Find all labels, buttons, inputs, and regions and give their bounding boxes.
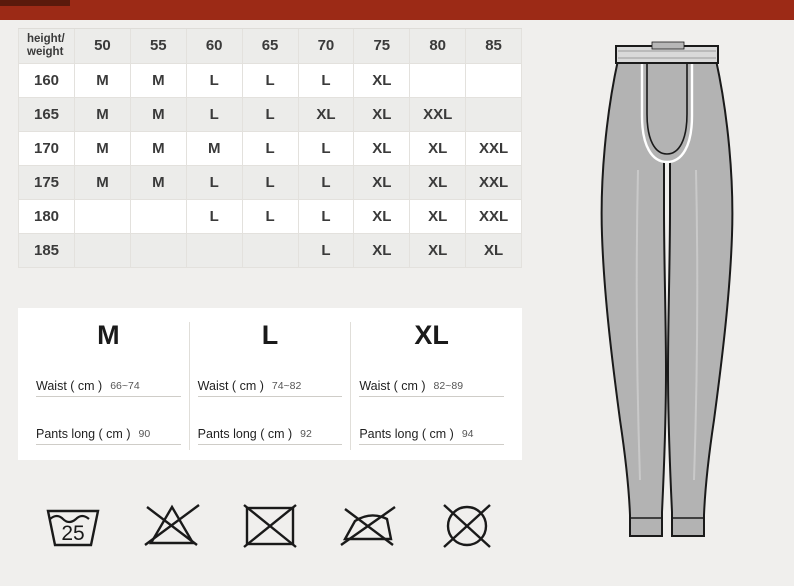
care-icon-do-not-dry-clean (430, 495, 504, 557)
weight-header-cell: 50 (75, 29, 131, 63)
size-cell (130, 199, 186, 233)
size-cell: L (298, 63, 354, 97)
pants-long-row (36, 415, 181, 445)
row-height-cell: 170 (19, 131, 75, 165)
size-cell: M (186, 131, 242, 165)
table-header-row (19, 29, 522, 63)
size-cell: L (298, 233, 354, 267)
size-cell (130, 233, 186, 267)
top-accent-bar-tab (0, 0, 70, 6)
size-cell: L (242, 63, 298, 97)
pants-long-row (359, 415, 504, 445)
care-icon-do-not-bleach (135, 495, 209, 557)
weight-header-cell: 85 (466, 29, 522, 63)
waist-label: Waist ( cm ) (36, 379, 103, 393)
size-cell (410, 63, 466, 97)
care-icon-do-not-iron (331, 495, 405, 557)
size-cell: L (242, 165, 298, 199)
size-chart-table (18, 29, 522, 268)
waist-label: Waist ( cm ) (359, 379, 426, 393)
size-cell (75, 233, 131, 267)
table-corner-header (19, 29, 75, 63)
care-icon-do-not-tumble-dry (233, 495, 307, 557)
row-height-cell: 185 (19, 233, 75, 267)
pants-long-value: 90 (138, 428, 151, 440)
table-row (19, 165, 522, 199)
waist-row (198, 367, 343, 397)
wash-temperature-value: 25 (61, 522, 85, 545)
product-image-column (540, 20, 794, 566)
size-cell: L (186, 199, 242, 233)
waist-value: 74~82 (271, 380, 302, 392)
size-cell (466, 97, 522, 131)
corner-label-weight: weight (27, 45, 64, 58)
size-cell: XL (354, 131, 410, 165)
measurement-size-label: XL (414, 320, 449, 350)
size-cell: XXL (466, 165, 522, 199)
corner-label-height: height/ (27, 32, 65, 45)
size-cell: M (75, 63, 131, 97)
care-icon-wash-25 (36, 495, 110, 557)
measurement-size-label: M (97, 320, 120, 350)
size-cell: L (298, 199, 354, 233)
size-cell: XL (298, 97, 354, 131)
size-cell: L (298, 165, 354, 199)
size-cell: M (130, 165, 186, 199)
size-cell: M (130, 97, 186, 131)
row-height-cell: 165 (19, 97, 75, 131)
size-cell: L (298, 131, 354, 165)
size-chart-panel (18, 28, 522, 268)
size-cell: L (242, 199, 298, 233)
size-cell: XL (354, 199, 410, 233)
wash-25-icon (36, 495, 110, 551)
waist-value: 82~89 (433, 380, 464, 392)
thermal-leggings-illustration (540, 20, 794, 566)
size-cell: L (242, 131, 298, 165)
measurement-panel (18, 308, 522, 460)
size-cell: XL (410, 165, 466, 199)
size-cell: XL (410, 131, 466, 165)
weight-header-cell: 55 (130, 29, 186, 63)
size-cell: L (186, 63, 242, 97)
waist-row (36, 367, 181, 397)
do-not-dry-clean-icon (430, 495, 504, 551)
size-cell: M (75, 131, 131, 165)
size-cell: M (75, 165, 131, 199)
size-cell: XL (354, 97, 410, 131)
table-row (19, 233, 522, 267)
size-cell (242, 233, 298, 267)
size-cell: XL (354, 63, 410, 97)
size-cell (186, 233, 242, 267)
do-not-tumble-dry-icon (233, 495, 307, 551)
measurement-column-m (28, 322, 189, 450)
weight-header-cell: 75 (354, 29, 410, 63)
pants-long-row (198, 415, 343, 445)
size-cell: XL (354, 233, 410, 267)
weight-header-cell: 65 (242, 29, 298, 63)
size-cell: XL (466, 233, 522, 267)
measurement-size-label: L (261, 320, 279, 350)
table-row (19, 199, 522, 233)
size-cell: XL (410, 199, 466, 233)
table-row (19, 97, 522, 131)
row-height-cell: 180 (19, 199, 75, 233)
top-accent-bar (0, 0, 794, 20)
size-cell: XXL (466, 131, 522, 165)
size-cell (75, 199, 131, 233)
care-instructions-strip (0, 480, 540, 586)
pants-long-label: Pants long ( cm ) (197, 427, 293, 441)
pants-long-label: Pants long ( cm ) (359, 427, 454, 441)
table-row (19, 63, 522, 97)
size-cell: XL (410, 233, 466, 267)
weight-header-cell: 60 (186, 29, 242, 63)
row-height-cell: 160 (19, 63, 75, 97)
pants-long-label: Pants long ( cm ) (36, 427, 131, 441)
size-cell: L (186, 97, 242, 131)
row-height-cell: 175 (19, 165, 75, 199)
waist-label: Waist ( cm ) (197, 379, 264, 393)
size-cell: L (242, 97, 298, 131)
left-content-column (0, 20, 540, 566)
weight-header-cell: 80 (410, 29, 466, 63)
do-not-bleach-icon (135, 495, 209, 551)
size-cell: M (130, 63, 186, 97)
size-cell: M (130, 131, 186, 165)
pants-long-value: 92 (300, 428, 312, 440)
size-cell (466, 63, 522, 97)
size-cell: XL (354, 165, 410, 199)
waist-row (359, 367, 504, 397)
size-cell: M (75, 97, 131, 131)
size-cell: XXL (466, 199, 522, 233)
size-cell: XXL (410, 97, 466, 131)
pants-long-value: 94 (461, 428, 474, 440)
measurement-column-l (189, 322, 351, 450)
size-cell: L (186, 165, 242, 199)
table-row (19, 131, 522, 165)
weight-header-cell: 70 (298, 29, 354, 63)
measurement-column-xl (350, 322, 512, 450)
waist-value: 66~74 (110, 380, 140, 392)
do-not-iron-icon (331, 495, 405, 551)
